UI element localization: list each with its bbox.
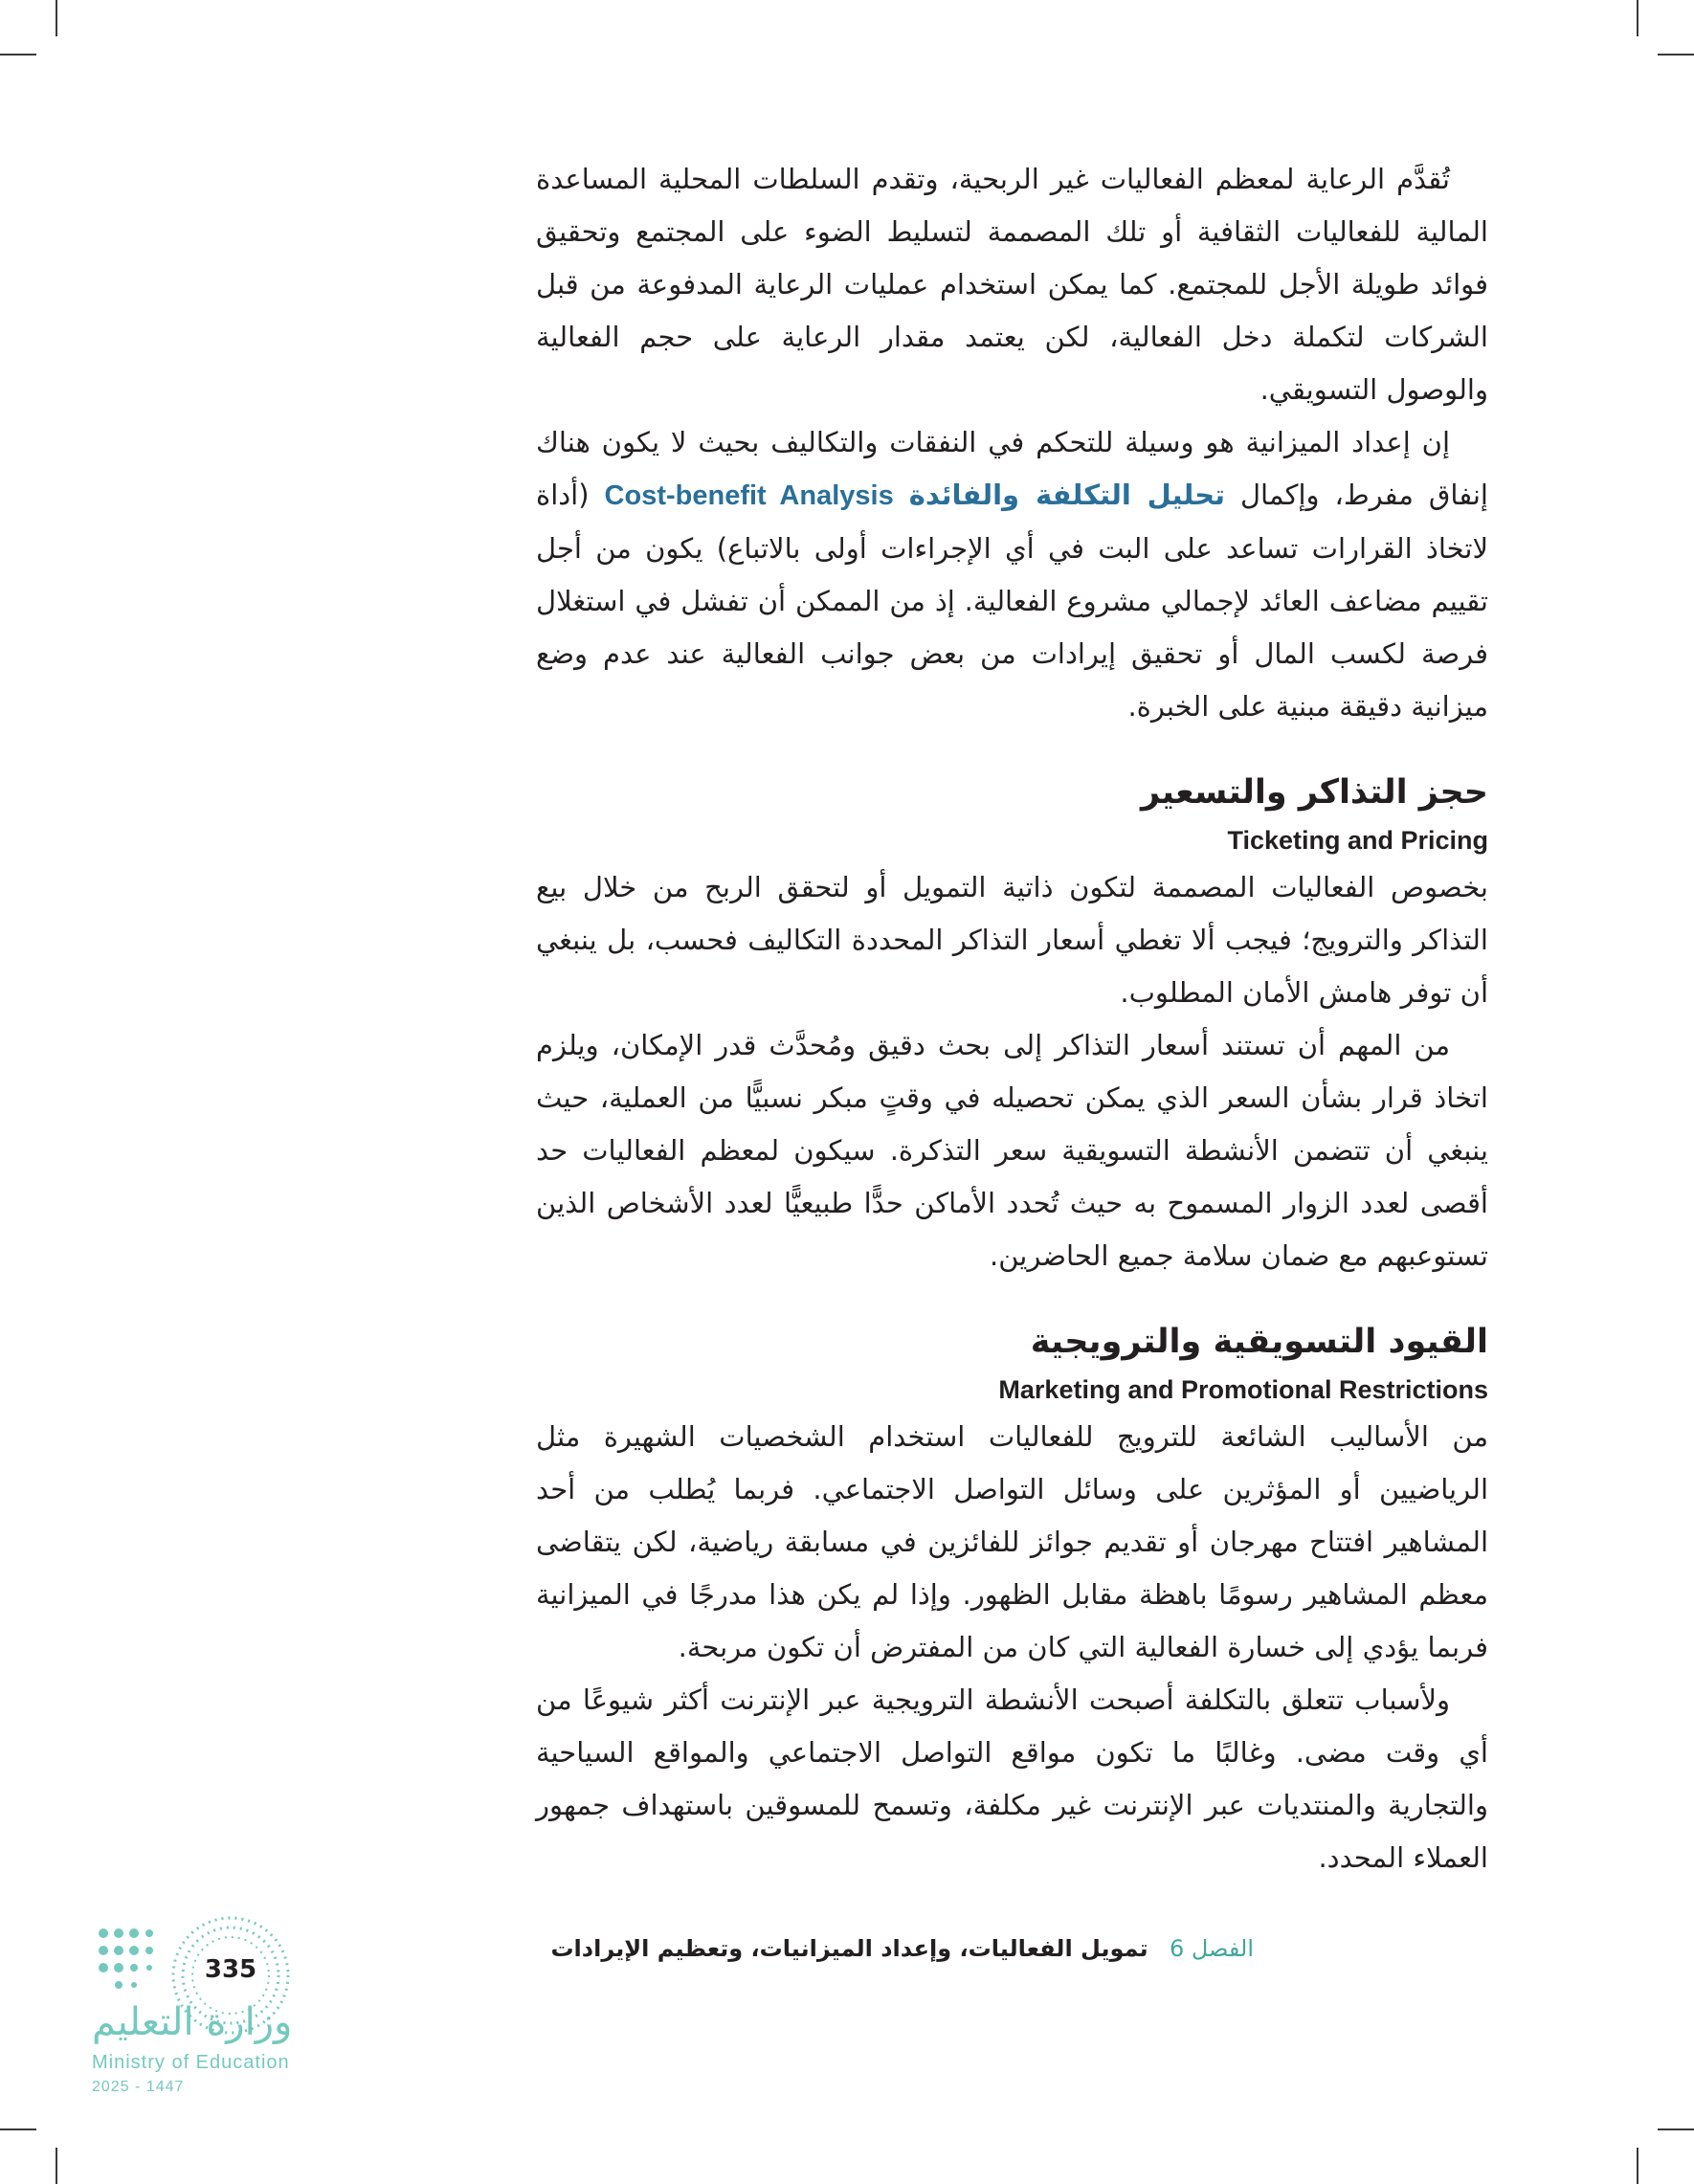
heading-ticketing-en: Ticketing and Pricing [1227,826,1488,855]
ministry-name-en: Ministry of Education [92,2052,290,2073]
paragraph-ticketing-1: بخصوص الفعاليات المصممة لتكون ذاتية التمويل أو لتحقق الربح من خلال بيع التذاكر والترويج؛ فيجب ألا تغطي أسعار التذاكر المحددة التكاليف فحسب، بل ينبغي أن توفر هامش الأمان المطلوب. [536,871,1488,1009]
term-cost-benefit-ar: تحليل التكلفة والفائدة [908,479,1225,511]
paragraph-sponsorship: تُقدَّم الرعاية لمعظم الفعاليات غير الربحية، وتقدم السلطات المحلية المساعدة المالية للفعاليات الثقافية أو تلك المصممة لتسليط الضوء على المجتمع وتحقيق فوائد طويلة الأجل للمجتمع. كما يمكن استخدام عمليات الرعاية المدفوعة من قبل الشركات لتكملة دخل الفعالية، لكن يعتمد مقدار الرعاية على حجم الفعالية والوصول التسويقي. [536,163,1488,406]
crop-mark [0,2128,36,2130]
crop-mark [56,0,57,36]
term-cost-benefit-en: Cost-benefit Analysis [604,480,894,511]
crop-mark [0,54,36,56]
heading-marketing-en: Marketing and Promotional Restrictions [998,1375,1488,1404]
page-number: 335 [204,1955,257,1984]
paragraph-ticketing-2: من المهم أن تستند أسعار التذاكر إلى بحث دقيق ومُحدَّث قدر الإمكان، ويلزم اتخاذ قرار بشأن السعر الذي يمكن تحصيله في وقتٍ مبكر نسبيًّا من العملية، حيث ينبغي أن تتضمن الأنشطة التسويقية سعر التذكرة. سيكون لمعظم الفعاليات حد أقصى لعدد الزوار المسموح به حيث تُحدد الأماكن حدًّا طبيعيًّا لعدد الأشخاص الذين تستوعبهم مع ضمان سلامة جميع الحاضرين. [536,1029,1488,1272]
budget-text-start: إن إعداد الميزانية هو وسيلة للتحكم في النفقات والتكاليف بحيث لا يكون هناك إنفاق مفرط، وإكمال [536,426,1488,511]
crop-mark [1637,2148,1638,2184]
crop-mark [56,2148,57,2184]
paragraph-marketing-2: ولأسباب تتعلق بالتكلفة أصبحت الأنشطة الترويجية عبر الإنترنت أكثر شيوعًا من أي وقت مضى. وغالبًا ما تكون مواقع التواصل الاجتماعي والمواقع السياحية والتجارية والمنتديات عبر الإنترنت غير مكلفة، وتسمح للمسوقين باستهداف جمهور العملاء المحدد. [536,1683,1488,1874]
crop-mark [1637,0,1638,36]
crop-mark [1658,2128,1694,2130]
paragraph-budget [536,416,1488,733]
paragraph-marketing-1: من الأساليب الشائعة للترويج للفعاليات استخدام الشخصيات الشهيرة مثل الرياضيين أو المؤثرين على وسائل التواصل الاجتماعي. فربما يُطلب من أحد المشاهير افتتاح مهرجان أو تقديم جوائز للفائزين في مسابقة رياضية، لكن يتقاضى معظم المشاهير رسومًا باهظة مقابل الظهور. وإذا لم يكن هذا مدرجًا في الميزانية فربما يؤدي إلى خسارة الفعالية التي كان من المفترض أن تكون مربحة. [536,1420,1488,1663]
ministry-logo-dots-icon [96,1926,165,1998]
ministry-name-ar: وزارة التعليم [92,2000,293,2044]
heading-marketing-ar: القيود التسويقية والترويجية [1030,1323,1488,1361]
budget-text-end: (أداة لاتخاذ القرارات تساعد على البت في أي الإجراءات أولى بالاتباع) يكون من أجل تقييم مضاعف العائد لإجمالي مشروع الفعالية. إذ من الممكن أن تفشل في استغلال فرصة لكسب المال أو تحقيق إيرادات من بعض جوانب الفعالية عند عدم وضع ميزانية دقيقة مبنية على الخبرة. [536,479,1488,723]
crop-mark [1658,54,1694,56]
chapter-label: الفصل 6 [1169,1935,1254,1962]
page-content [536,153,1488,1884]
ministry-year: 2025 - 1447 [92,2079,185,2095]
chapter-title: تمويل الفعاليات، وإعداد الميزانيات، وتعظيم الإيرادات [550,1935,1148,1962]
heading-ticketing-ar: حجز التذاكر والتسعير [1141,773,1488,812]
footer-chapter [536,1935,1254,1962]
